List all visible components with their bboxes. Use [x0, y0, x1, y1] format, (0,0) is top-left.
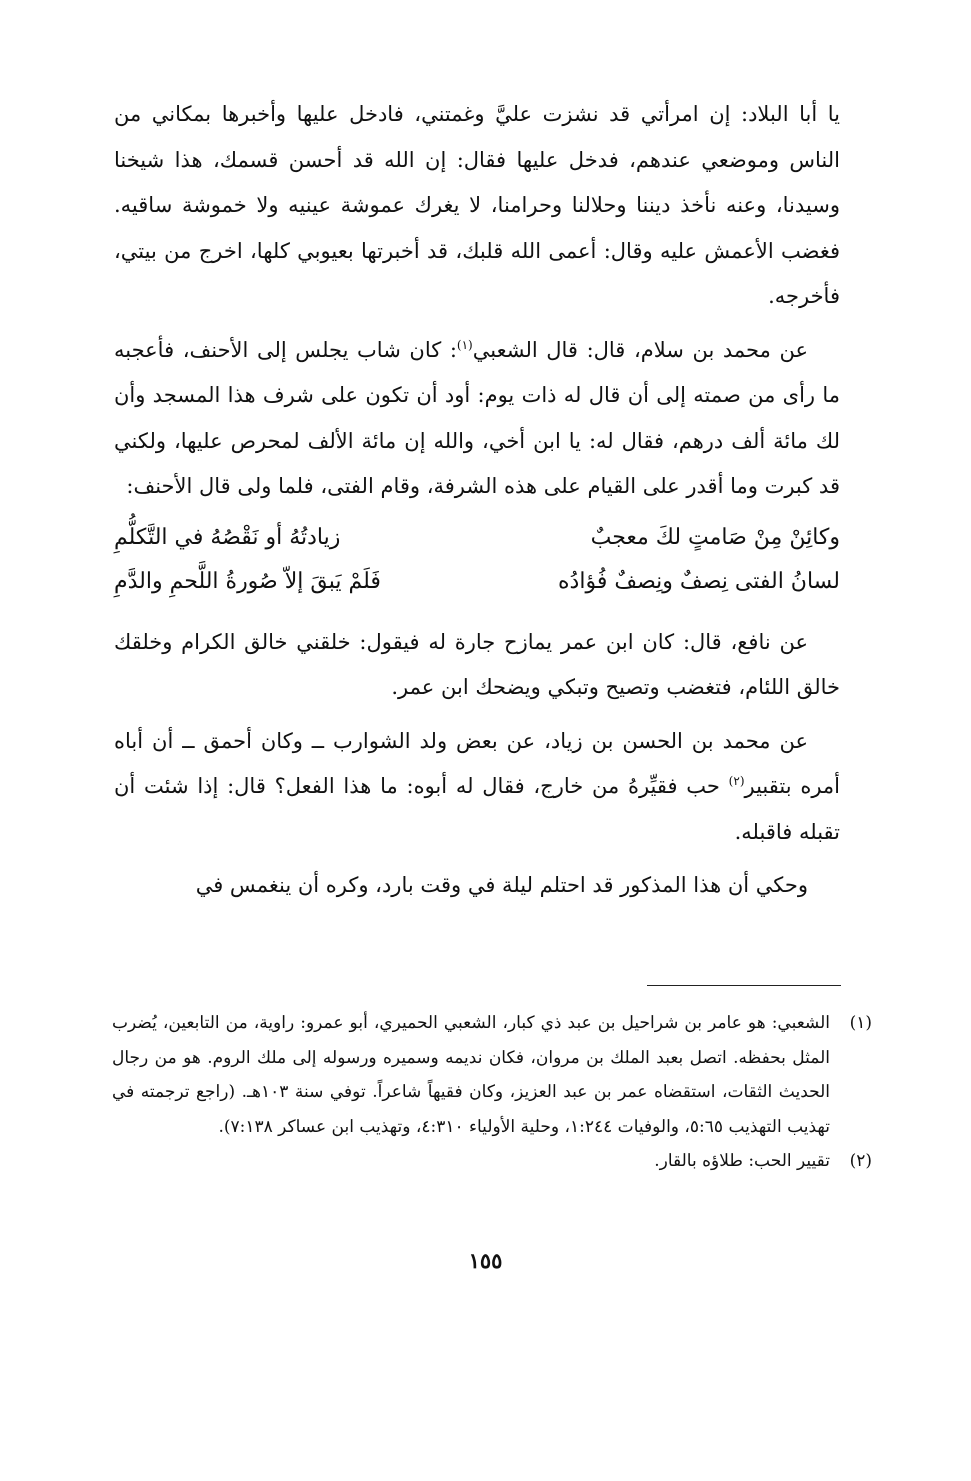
verse-2-first-hemistich: لسانُ الفتى نِصفٌ ونِصفٌ فُؤادُه [558, 568, 840, 594]
verse-2-second-hemistich: فَلَمْ يَبقَ إلاّ صُورةُ اللَّحمِ والدَّمِ [114, 568, 381, 594]
footnote-1-text: الشعبي: هو عامر بن شراحيل بن عبد ذي كبار، الشعبي الحميري، أبو عمرو: راوية، من التابعين، يُضرب المثل بحفظه. اتصل بعبد الملك بن مروان، فكان نديمه وسميره ورسوله إلى ملك الروم. هو من رجال الحديث الثقات، استقضاه عمر بن عبد العزيز، وكان فقيهاً شاعراً. توفي سنة ١٠٣هـ. (راجع ترجمته في تهذيب التهذيب ٥:٦٥، والوفيات ١:٢٤٤، وحلية الأولياء ٤:٣١٠، وتهذيب ابن عساكر ٧:١٣٨). [112, 1013, 831, 1137]
footnote-2-text: تقيير الحب: طلاؤه بالقار. [654, 1151, 830, 1171]
footnote-2 [112, 1144, 872, 1179]
footnote-divider [647, 985, 841, 986]
footnote-ref-2[interactable]: (٢) [728, 774, 745, 788]
paragraph-gap [114, 855, 840, 863]
poem-verses [114, 516, 840, 604]
main-text [114, 92, 840, 909]
paragraph-2-text-end: : كان شاب يجلس إلى الأحنف، فأعجبه ما رأى من صمته إلى أن قال له ذات يوم: أود أن تكون على شرف هذا المسجد وأن لك مائة ألف درهم، فقال له: يا ابن أخي، والله إن مائة الألف لمحرص عليها، ولكني قد كبرت وما أقدر على القيام على هذه الشرفة، وقام الفتى، فلما ولى قال الأحنف: [114, 337, 840, 498]
paragraph-gap [114, 711, 840, 719]
footnote-1 [112, 1006, 872, 1144]
paragraph-4-text-start: عن محمد بن الحسن بن زياد، عن بعض ولد الشوارب ــ وكان أحمق ــ أن أباه أمره بتقبير [114, 728, 840, 798]
footnote-2-number: (٢) [849, 1151, 872, 1171]
paragraph-3: عن نافع، قال: كان ابن عمر يمازح جارة له فيقول: خلقني خالق الكرام وخلقك خالق اللئام، فتغضب وتصيح وتبكي ويضحك ابن عمر. [114, 629, 840, 699]
verse-line-1 [114, 516, 840, 560]
page-number: ١٥٥ [468, 1248, 503, 1273]
footnote-1-number: (١) [849, 1013, 872, 1033]
paragraph-2-text-start: عن محمد بن سلام، قال: قال الشعبي [472, 337, 808, 362]
footnotes [112, 1006, 872, 1179]
paragraph-2 [114, 328, 840, 510]
paragraph-4 [114, 719, 840, 856]
verse-1-first-hemistich: وكائِنْ مِنْ صَامتٍ لكَ معجبٌ [590, 524, 840, 550]
paragraph-1: يا أبا البلاد: إن امرأتي قد نشزت عليَّ وغمتني، فادخل عليها وأخبرها بمكاني من الناس وموضعي عندهم، فدخل عليها فقال: إن الله قد أحسن قسمك، هذا شيخنا وسيدنا، وعنه نأخذ ديننا وحلالنا وحرامنا، لا يغرك عموشة عينيه ولا خموشة ساقيه. فغضب الأعمش عليه وقال: أعمى الله قلبك، قد أخبرتها بعيوبي كلها، اخرج من بيتي، فأخرجه. [114, 102, 840, 308]
footnote-ref-1[interactable]: (١) [456, 337, 473, 352]
paragraph-4-text-end: حب فقيِّرهُ من خارج، فقال له أبوه: ما هذا الفعل؟ قال: إذا شئت أن تقبله فاقبله. [114, 774, 840, 844]
paragraph-gap [114, 320, 840, 328]
paragraph-5: وحكي أن هذا المذكور قد احتلم ليلة في وقت بارد، وكره أن ينغمس في [195, 873, 808, 897]
verse-1-second-hemistich: زيادتُهُ أو نَقْصُهُ في التَّكلُّمِ [114, 524, 341, 550]
paragraph-gap [114, 612, 840, 620]
verse-line-2 [114, 560, 840, 604]
